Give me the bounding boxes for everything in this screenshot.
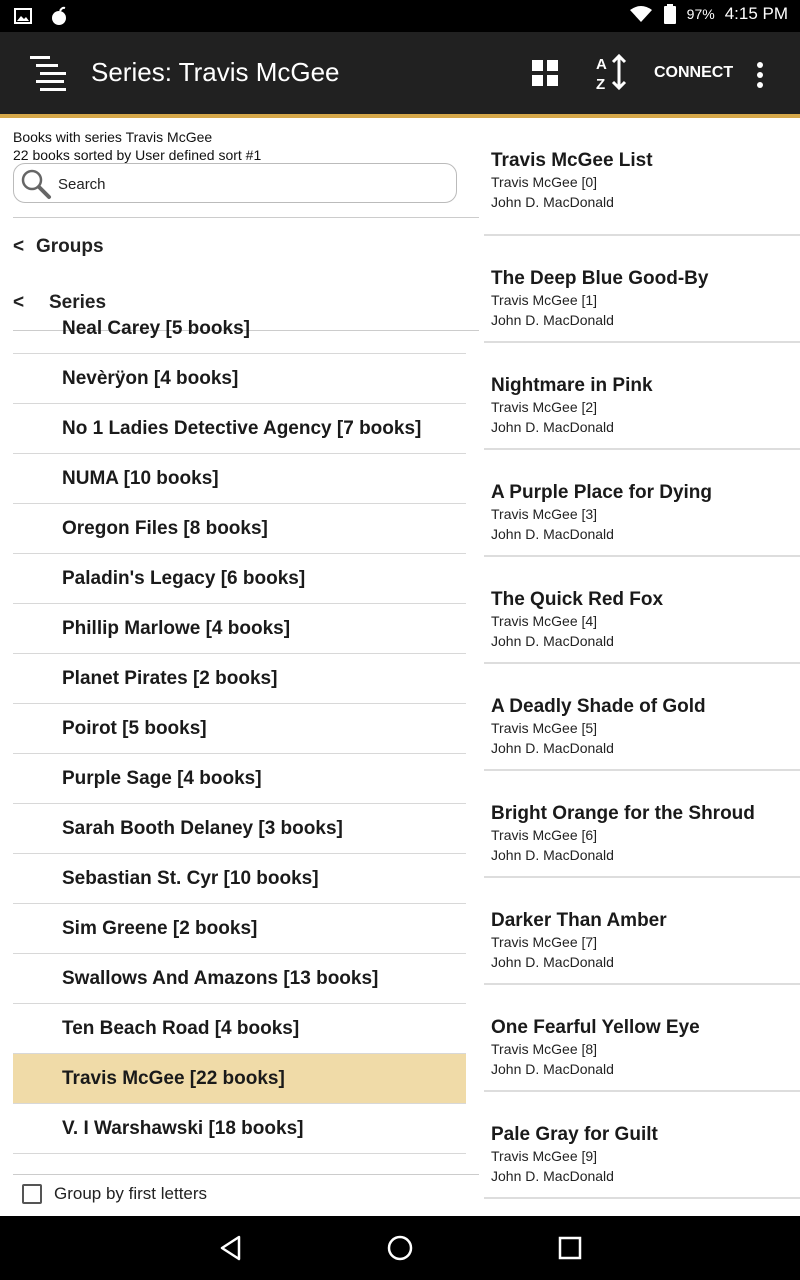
series-item[interactable]: Oregon Files [8 books]: [13, 504, 466, 554]
back-icon[interactable]: [217, 1234, 245, 1262]
book-series: Travis McGee [0]: [491, 174, 598, 190]
chevron-left-icon: <: [13, 292, 25, 313]
series-item[interactable]: Paladin's Legacy [6 books]: [13, 554, 466, 604]
series-list-items: [13, 304, 466, 1154]
book-list[interactable]: [484, 118, 800, 1216]
book-row[interactable]: [484, 878, 800, 985]
series-panel: [0, 118, 484, 1216]
book-author: John D. MacDonald: [491, 954, 614, 970]
series-list[interactable]: [13, 318, 466, 1174]
book-row[interactable]: [484, 1092, 800, 1199]
svg-text:A: A: [596, 56, 607, 73]
page-title: Series: Travis McGee: [91, 57, 340, 87]
book-author: John D. MacDonald: [491, 847, 614, 863]
svg-text:Z: Z: [596, 76, 606, 93]
divider: [13, 217, 479, 218]
series-item[interactable]: Sebastian St. Cyr [10 books]: [13, 854, 466, 904]
divider: [13, 1174, 479, 1175]
book-row[interactable]: [484, 236, 800, 343]
clock: 4:15 PM: [724, 4, 788, 23]
groups-label: Groups: [36, 236, 104, 257]
book-author: John D. MacDonald: [491, 419, 614, 435]
book-series: Travis McGee [2]: [491, 399, 598, 415]
series-item[interactable]: Sarah Booth Delaney [3 books]: [13, 804, 466, 854]
grid-view-icon[interactable]: [531, 59, 559, 87]
book-title: The Deep Blue Good-By: [491, 268, 709, 289]
book-title: A Deadly Shade of Gold: [491, 696, 706, 717]
image-icon: [14, 7, 32, 25]
group-by-label: Group by first letters: [54, 1184, 208, 1203]
search-input[interactable]: [56, 171, 440, 197]
series-item[interactable]: Poirot [5 books]: [13, 704, 466, 754]
series-item[interactable]: V. I Warshawski [18 books]: [13, 1104, 466, 1154]
series-label: Series: [49, 292, 107, 313]
book-author: John D. MacDonald: [491, 1061, 614, 1077]
battery-icon: [663, 4, 677, 24]
book-title: Pale Gray for Guilt: [491, 1124, 658, 1145]
home-icon[interactable]: [386, 1234, 414, 1262]
book-series: Travis McGee [5]: [491, 720, 598, 736]
search-icon: [20, 168, 52, 200]
info-line-1: Books with series Travis McGee: [13, 129, 213, 145]
book-author: John D. MacDonald: [491, 1168, 614, 1184]
info-line-2: 22 books sorted by User defined sort #1: [13, 147, 262, 163]
series-item[interactable]: Neal Carey [5 books]: [13, 304, 466, 354]
series-item[interactable]: Swallows And Amazons [13 books]: [13, 954, 466, 1004]
info-text: [13, 128, 261, 164]
series-item[interactable]: Sim Greene [2 books]: [13, 904, 466, 954]
book-row[interactable]: [484, 557, 800, 664]
book-series: Travis McGee [8]: [491, 1041, 598, 1057]
status-bar: [0, 0, 800, 32]
book-row[interactable]: [484, 664, 800, 771]
series-item[interactable]: Phillip Marlowe [4 books]: [13, 604, 466, 654]
book-author: John D. MacDonald: [491, 740, 614, 756]
book-title: Nightmare in Pink: [491, 375, 653, 396]
series-item[interactable]: Ten Beach Road [4 books]: [13, 1004, 466, 1054]
book-row[interactable]: [484, 118, 800, 236]
system-nav-bar: [0, 1216, 800, 1280]
sort-az-icon[interactable]: [594, 54, 628, 92]
series-item[interactable]: Planet Pirates [2 books]: [13, 654, 466, 704]
menu-icon[interactable]: [28, 54, 68, 94]
book-row[interactable]: [484, 771, 800, 878]
book-row[interactable]: [484, 343, 800, 450]
book-series: Travis McGee [4]: [491, 613, 598, 629]
book-author: John D. MacDonald: [491, 633, 614, 649]
wifi-icon: [629, 5, 653, 23]
bomb-icon: [50, 6, 68, 26]
book-title: A Purple Place for Dying: [491, 482, 713, 503]
series-item[interactable]: No 1 Ladies Detective Agency [7 books]: [13, 404, 466, 454]
book-title: Travis McGee List: [491, 150, 653, 171]
book-author: John D. MacDonald: [491, 312, 614, 328]
book-author: John D. MacDonald: [491, 194, 614, 210]
series-item[interactable]: NUMA [10 books]: [13, 454, 466, 504]
series-item[interactable]: Nevèrÿon [4 books]: [13, 354, 466, 404]
series-item-selected[interactable]: Travis McGee [22 books]: [13, 1054, 466, 1104]
book-author: John D. MacDonald: [491, 526, 614, 542]
series-item[interactable]: Purple Sage [4 books]: [13, 754, 466, 804]
book-series: Travis McGee [3]: [491, 506, 598, 522]
book-title: One Fearful Yellow Eye: [491, 1017, 700, 1038]
book-series: Travis McGee [9]: [491, 1148, 598, 1164]
connect-button[interactable]: CONNECT: [654, 64, 734, 81]
chevron-left-icon: <: [13, 236, 25, 257]
recents-icon[interactable]: [556, 1234, 584, 1262]
book-series: Travis McGee [6]: [491, 827, 598, 843]
group-by-first-letters-option[interactable]: [22, 1184, 207, 1204]
search-box[interactable]: [13, 163, 457, 203]
battery-percent: 97%: [686, 6, 715, 22]
book-row[interactable]: [484, 985, 800, 1092]
book-title: The Quick Red Fox: [491, 589, 664, 610]
groups-nav[interactable]: [13, 236, 104, 258]
group-by-checkbox[interactable]: [22, 1184, 42, 1204]
book-title: Darker Than Amber: [491, 910, 667, 931]
overflow-menu-icon[interactable]: [752, 60, 768, 90]
book-title: Bright Orange for the Shroud: [491, 803, 755, 824]
book-series: Travis McGee [7]: [491, 934, 598, 950]
book-series: Travis McGee [1]: [491, 292, 598, 308]
book-row[interactable]: [484, 450, 800, 557]
app-bar: [0, 32, 800, 118]
book-list-items: [484, 118, 800, 1199]
